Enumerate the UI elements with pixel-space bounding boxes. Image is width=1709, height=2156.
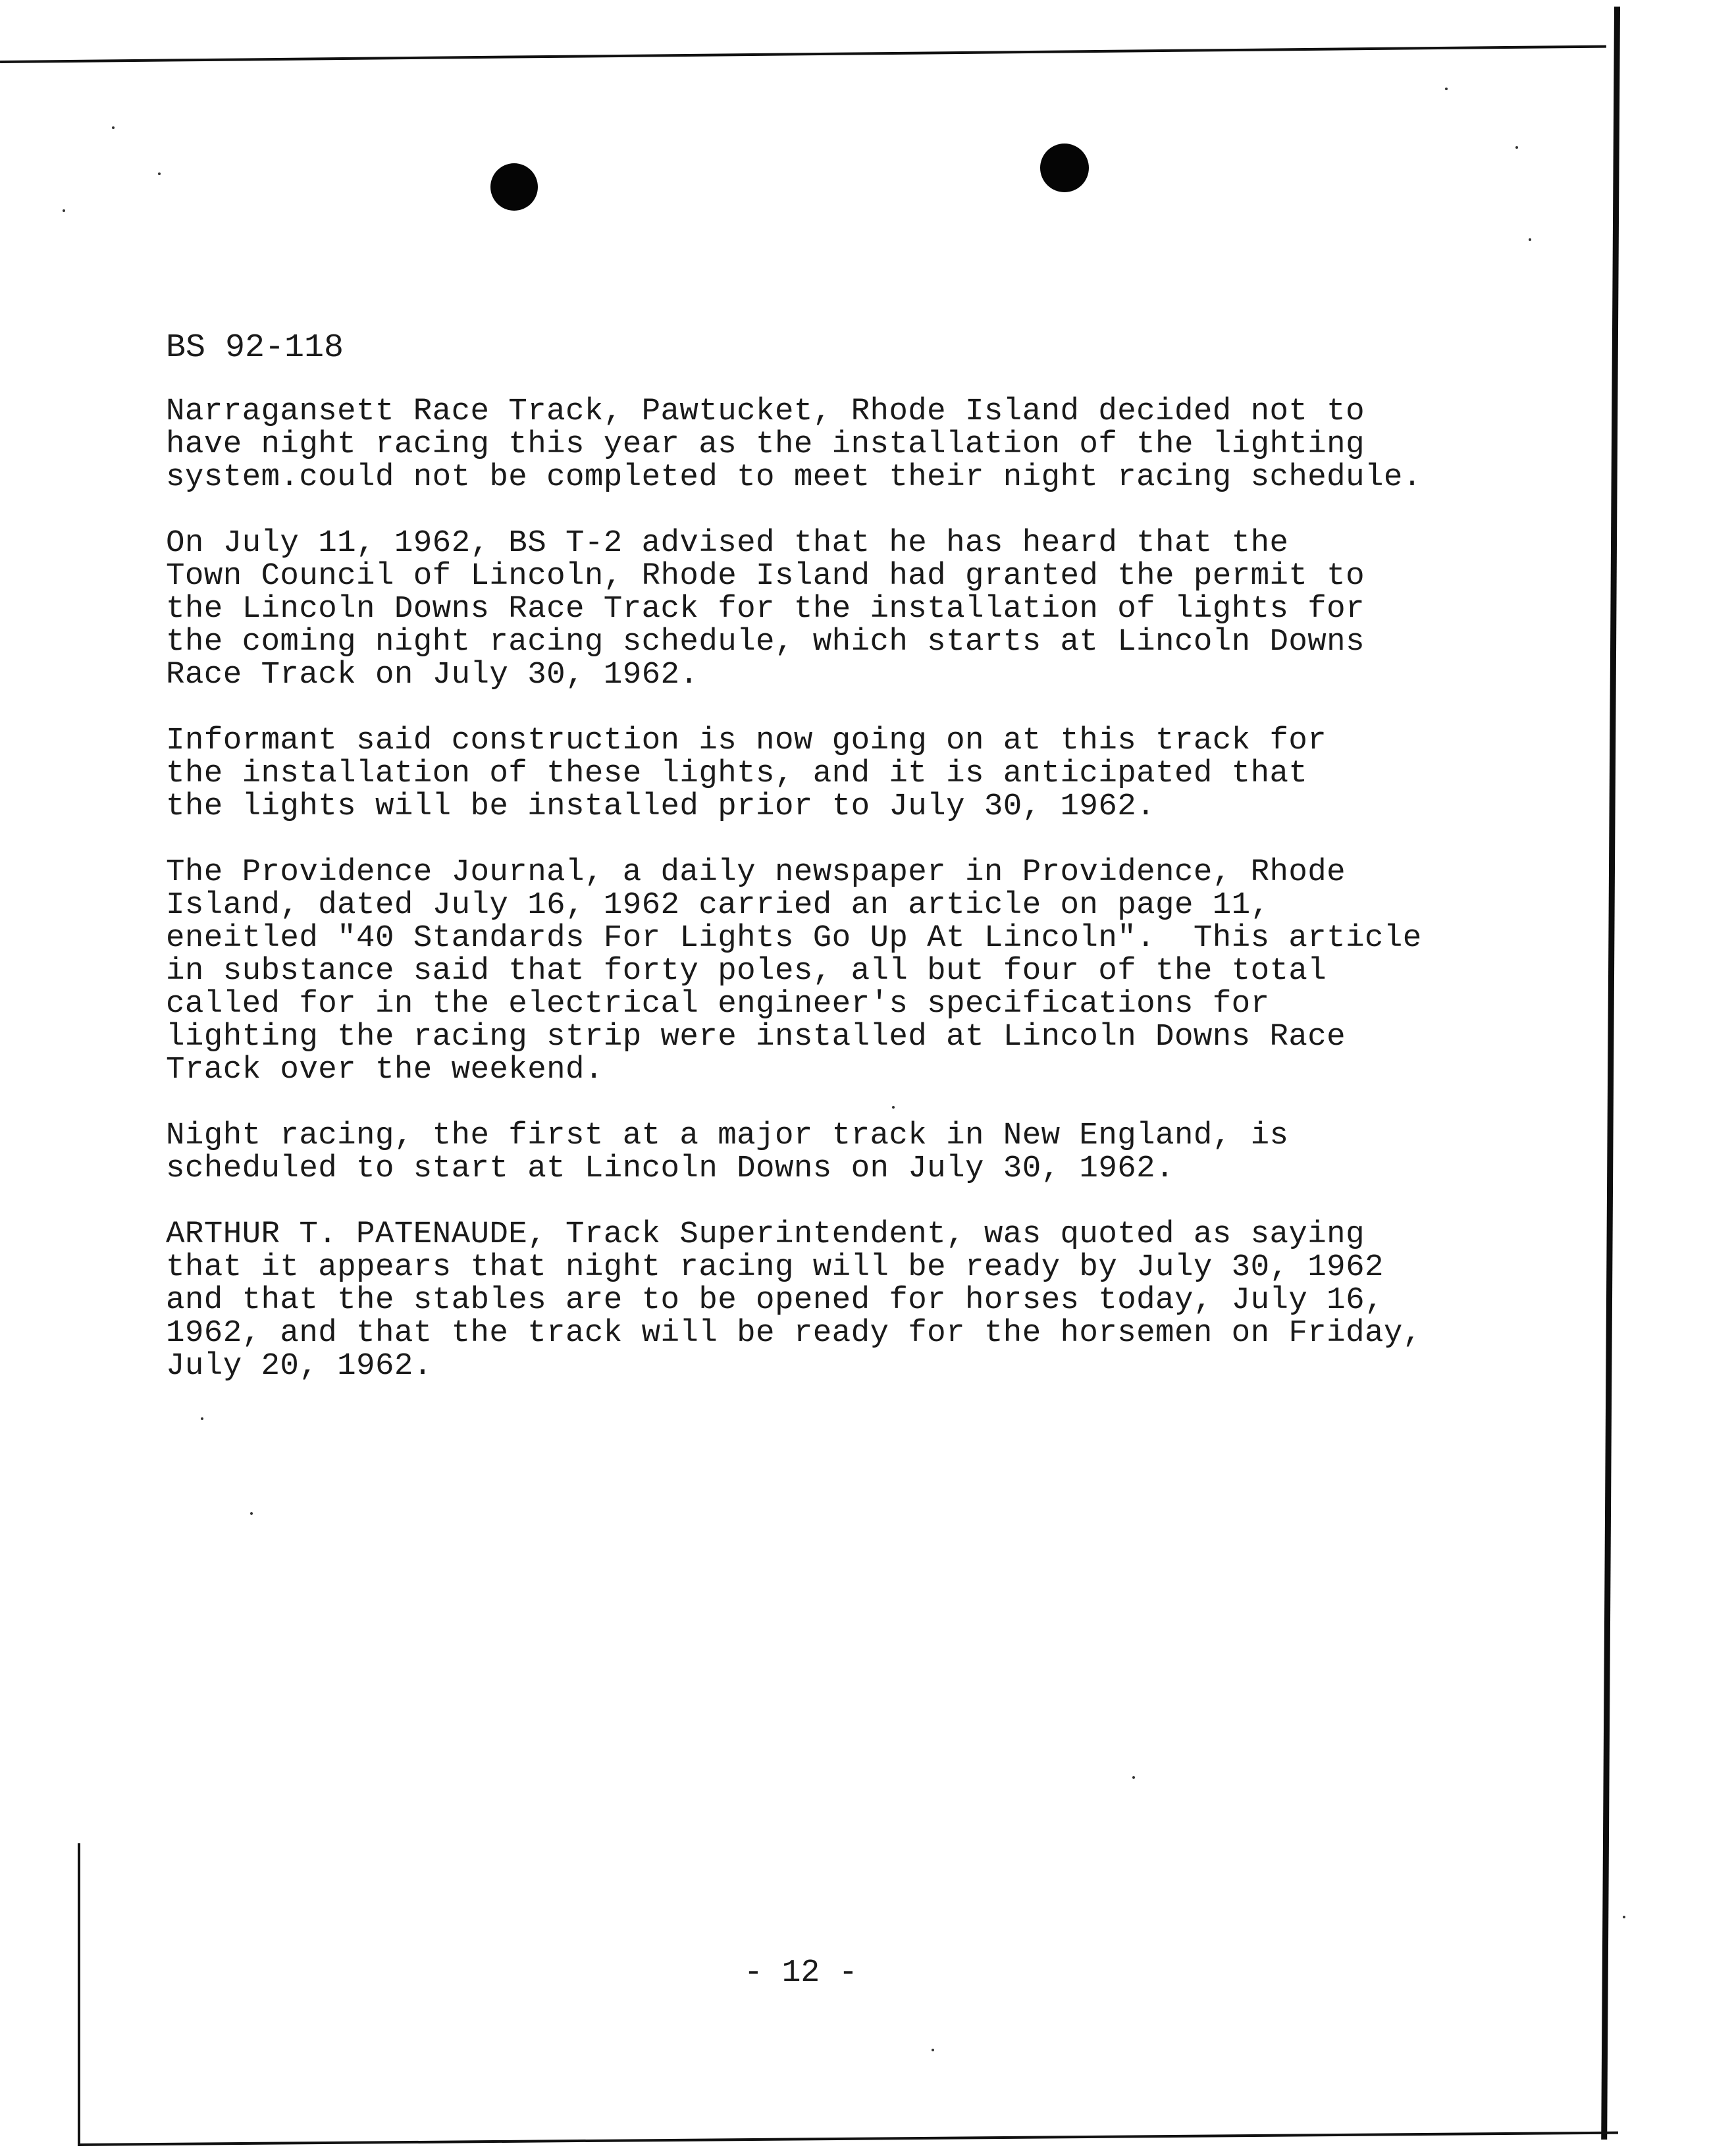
paragraph: The Providence Journal, a daily newspaper in Providence, Rhode Island, dated July 16, 1962 carried an article on page 11, eneitled "40 Standards For Lights Go Up At Lincoln". This article in substance said that forty poles, all but four of the total called for in the electrical engineer's specifications for lighting the racing strip were installed at Lincoln Downs Race Track over the weekend.	[166, 855, 1422, 1088]
paragraph: Night racing, the first at a major track in New England, is scheduled to start at Lincoln Downs on July 30, 1962.	[166, 1118, 1289, 1186]
scan-speck	[112, 126, 115, 129]
page-edge-top	[0, 45, 1606, 63]
document-body	[166, 395, 1588, 1415]
page-edge-left	[78, 1843, 80, 2146]
scan-speck	[1623, 1916, 1625, 1918]
scan-speck	[1445, 88, 1448, 90]
page-edge-right	[1601, 7, 1620, 2140]
paragraph: Informant said construction is now going on at this track for the installation of these lights, and it is anticipated that the lights will be installed prior to July 30, 1962.	[166, 723, 1327, 824]
scan-speck	[158, 172, 161, 175]
scan-speck	[1515, 146, 1518, 149]
punch-hole-right	[1040, 144, 1089, 192]
scan-speck	[1132, 1776, 1135, 1779]
page-number: - 12 -	[744, 1955, 858, 1991]
file-number: BS 92-118	[166, 329, 344, 367]
page-edge-bottom	[78, 2132, 1618, 2146]
scan-speck	[250, 1512, 253, 1515]
paragraph: Narragansett Race Track, Pawtucket, Rhode Island decided not to have night racing this year as the installation of the lighting system.could not be completed to meet their night racing schedule.	[166, 394, 1422, 495]
punch-hole-left	[490, 163, 538, 211]
scan-speck	[1529, 238, 1531, 241]
paragraph: On July 11, 1962, BS T-2 advised that he has heard that the Town Council of Lincoln, Rhode Island had granted the permit to the Lincoln Downs Race Track for the installation of lights for the coming night racing schedule, which starts at Lincoln Downs Race Track on July 30, 1962.	[166, 525, 1365, 693]
scan-speck	[63, 209, 65, 212]
paragraph: ARTHUR T. PATENAUDE, Track Superintendent, was quoted as saying that it appears that night racing will be ready by July 30, 1962 and that the stables are to be opened for horses today, July 16, 1962, and that the track will be ready for the horsemen on Friday, July 20, 1962.	[166, 1217, 1422, 1384]
scan-speck	[932, 2049, 934, 2051]
scan-speck	[201, 1417, 203, 1420]
